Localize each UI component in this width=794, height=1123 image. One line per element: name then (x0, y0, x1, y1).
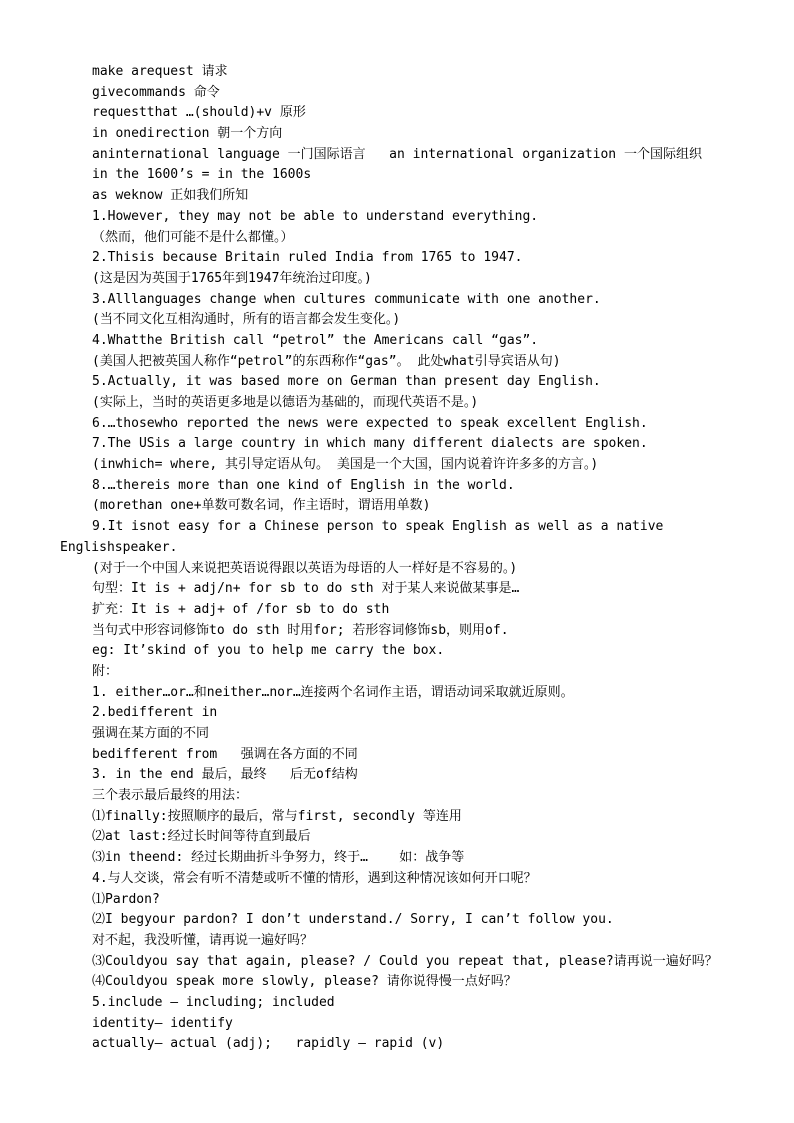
text-line: (美国人把被英国人称作“petrol”的东西称作“gas”。 此处what引导宾语从句) (92, 353, 561, 369)
text-line: identity— identify (92, 1015, 233, 1031)
text-line: 句型：It is + adj/n+ for sb to do sth 对于某人来说做某事是… (92, 581, 520, 597)
text-line: aninternational language 一门国际语言 an international organization 一个国际组织 (92, 146, 702, 162)
text-line: 附： (92, 663, 119, 679)
text-body (60, 62, 760, 1055)
text-line: make arequest 请求 (92, 64, 228, 79)
text-line: 9.It isnot easy for a Chinese person to speak English as well as a native (92, 519, 664, 535)
text-line: actually— actual (adj); rapidly — rapid (v) (92, 1036, 445, 1052)
text-line: 4.与人交谈，常会有听不清楚或听不懂的情形，遇到这种情况该如何开口呢？ (92, 870, 537, 886)
text-line: 5.include — including; included (92, 994, 335, 1010)
text-line: 扩充：It is + adj+ of /for sb to do sth (92, 601, 390, 617)
text-line: （然而，他们可能不是什么都懂。） (92, 229, 294, 245)
text-line: as weknow 正如我们所知 (92, 188, 249, 204)
text-line: bedifferent from 强调在各方面的不同 (92, 746, 358, 762)
text-line: ⑷Couldyou speak more slowly, please? 请你说得慢一点好吗？ (92, 974, 517, 990)
text-line: ⑴finally:按照顺序的最后，常与first, secondly 等连用 (92, 808, 462, 824)
text-line: 2.Thisis because Britain ruled India from 1765 to 1947. (92, 250, 523, 266)
text-line: 4.Whatthe British call “petrol” the Americans call “gas”. (92, 332, 539, 348)
text-line: (当不同文化互相沟通时，所有的语言都会发生变化。) (92, 312, 401, 328)
text-line: (morethan one+单数可数名词，作主语时，谓语用单数) (92, 498, 431, 514)
text-line: 强调在某方面的不同 (92, 726, 210, 741)
text-line: 当句式中形容词修饰to do sth 时用for; 若形容词修饰sb，则用of. (92, 622, 509, 638)
text-line: (这是因为英国于1765年到1947年统治过印度。) (92, 270, 372, 286)
text-line: ⑴Pardon? (92, 891, 160, 907)
text-line: 1.However, they may not be able to understand everything. (92, 208, 539, 224)
text-line: 三个表示最后最终的用法： (92, 788, 249, 804)
text-line: in onedirection 朝一个方向 (92, 126, 283, 142)
text-line: eg: It’skind of you to help me carry the box. (92, 643, 445, 659)
text-line: 1. either…or…和neither…nor…连接两个名词作主语，谓语动词采取就近原则。 (92, 684, 574, 700)
text-line: 6.…thosewho reported the news were expected to speak excellent English. (92, 415, 648, 431)
text-line: in the 1600’s = in the 1600s (92, 167, 312, 183)
text-line: 2.bedifferent in (92, 705, 218, 721)
text-line: 对不起，我没听懂，请再说一遍好吗？ (92, 932, 314, 948)
text-line: givecommands 命令 (92, 84, 220, 100)
text-line: ⑵at last:经过长时间等待直到最后 (92, 829, 311, 845)
text-line: (inwhich= where, 其引导定语从句。 美国是一个大国，国内说着许许多多的方言。) (92, 457, 599, 473)
text-line: 5.Actually, it was based more on German than present day English. (92, 374, 601, 390)
text-line: 7.The USis a large country in which many different dialects are spoken. (92, 436, 648, 452)
text-line: Englishspeaker. (60, 539, 178, 555)
text-line: 3. in the end 最后，最终 后无of结构 (92, 767, 358, 783)
text-line: ⑵I begyour pardon? I don’t understand./ Sorry, I can’t follow you. (92, 912, 614, 928)
text-line: 8.…thereis more than one kind of English in the world. (92, 477, 515, 493)
text-line: ⑶in theend: 经过长期曲折斗争努力，终于… 如：战争等 (92, 850, 465, 866)
text-line: 3.Alllanguages change when cultures communicate with one another. (92, 291, 601, 307)
text-line: (对于一个中国人来说把英语说得跟以英语为母语的人一样好是不容易的。) (92, 560, 518, 576)
text-line: ⑶Couldyou say that again, please? / Could you repeat that, please?请再说一遍好吗？ (92, 953, 718, 969)
text-line: (实际上，当时的英语更多地是以德语为基础的，而现代英语不是。) (92, 395, 479, 410)
text-line: requestthat …(should)+v 原形 (92, 105, 306, 121)
